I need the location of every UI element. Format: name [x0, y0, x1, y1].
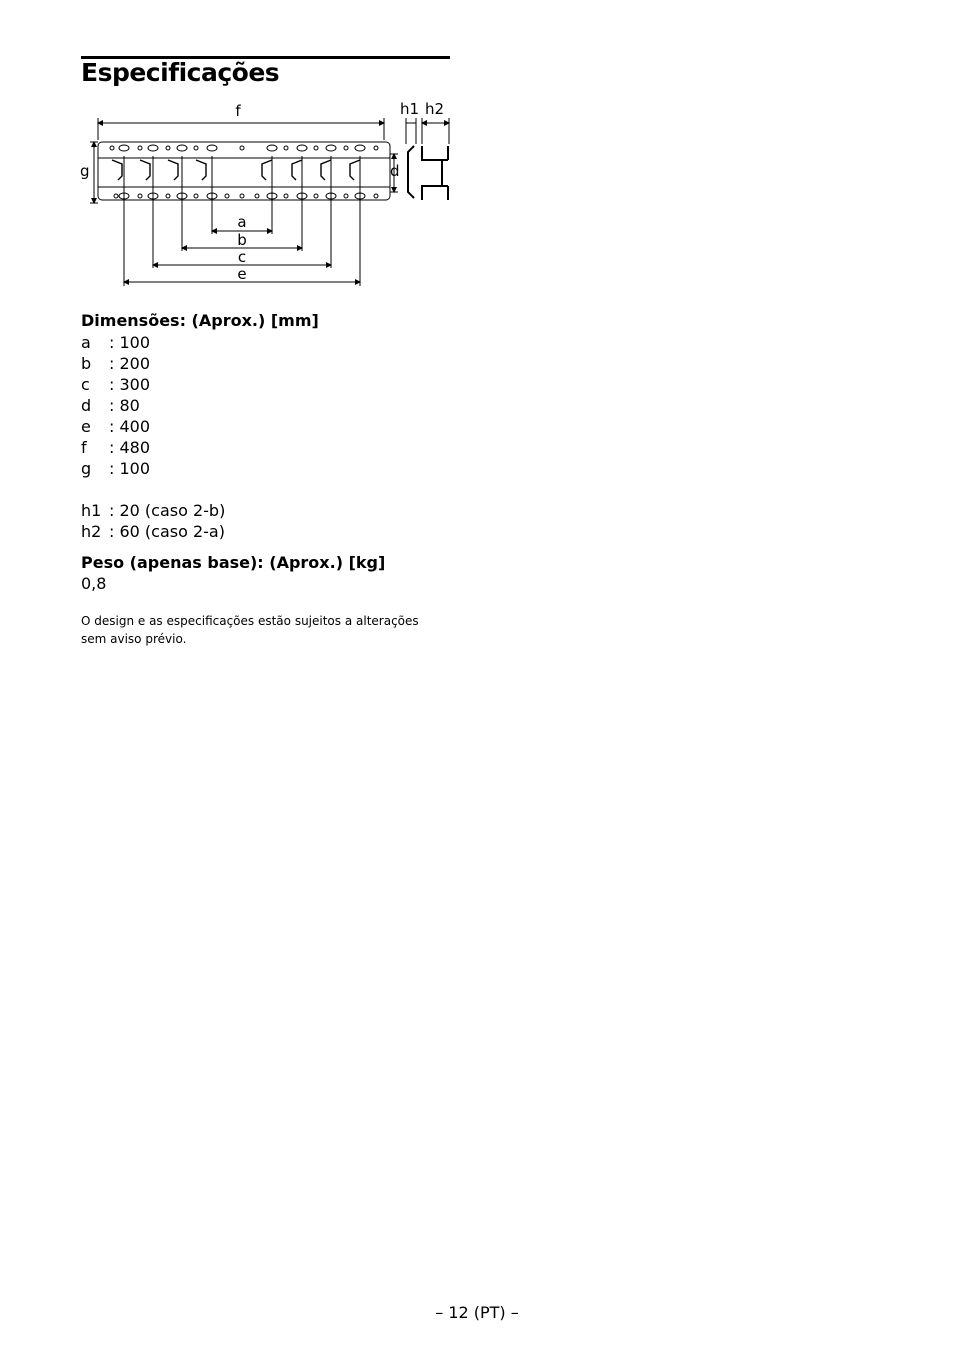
dimension-spacer: [81, 479, 225, 500]
weight-heading: Peso (apenas base): (Aprox.) [kg]: [81, 553, 386, 572]
label-a: a: [237, 213, 247, 231]
bottom-holes: [114, 193, 378, 199]
label-c: c: [237, 248, 247, 266]
bracket-plate: [98, 142, 390, 200]
top-holes: [110, 145, 378, 151]
dimension-row: a : 100: [81, 333, 151, 352]
weight-value: 0,8: [81, 574, 107, 593]
bracket-dimension-diagram: [76, 96, 456, 291]
dimension-row: f : 480: [81, 438, 151, 457]
page-number: – 12 (PT) –: [435, 1303, 519, 1322]
label-d: d: [390, 162, 400, 180]
label-e: e: [237, 265, 247, 283]
dimension-row: h1 : 20 (caso 2-b): [81, 501, 226, 520]
hooks: [112, 160, 360, 180]
page-title: Especificações: [81, 58, 280, 87]
dimension-row: b : 200: [81, 354, 151, 373]
dimensions-list: [81, 332, 225, 542]
dimensions-heading: Dimensões: (Aprox.) [mm]: [81, 311, 319, 330]
dimension-row: h2 : 60 (caso 2-a): [81, 522, 225, 541]
dimension-row: g : 100: [81, 459, 151, 478]
label-f: f: [235, 102, 241, 120]
dimension-row: c : 300: [81, 375, 151, 394]
disclaimer-note: O design e as especificações estão sujeitos a alterações sem aviso prévio.: [81, 614, 419, 646]
label-h1: h1: [400, 100, 420, 118]
side-profile-h2: [422, 146, 448, 200]
label-h2: h2: [425, 100, 445, 118]
label-g: g: [80, 162, 90, 180]
side-profile-h1: [408, 146, 414, 198]
dimension-row: e : 400: [81, 417, 151, 436]
dimension-row: d : 80: [81, 396, 140, 415]
label-b: b: [237, 231, 247, 249]
